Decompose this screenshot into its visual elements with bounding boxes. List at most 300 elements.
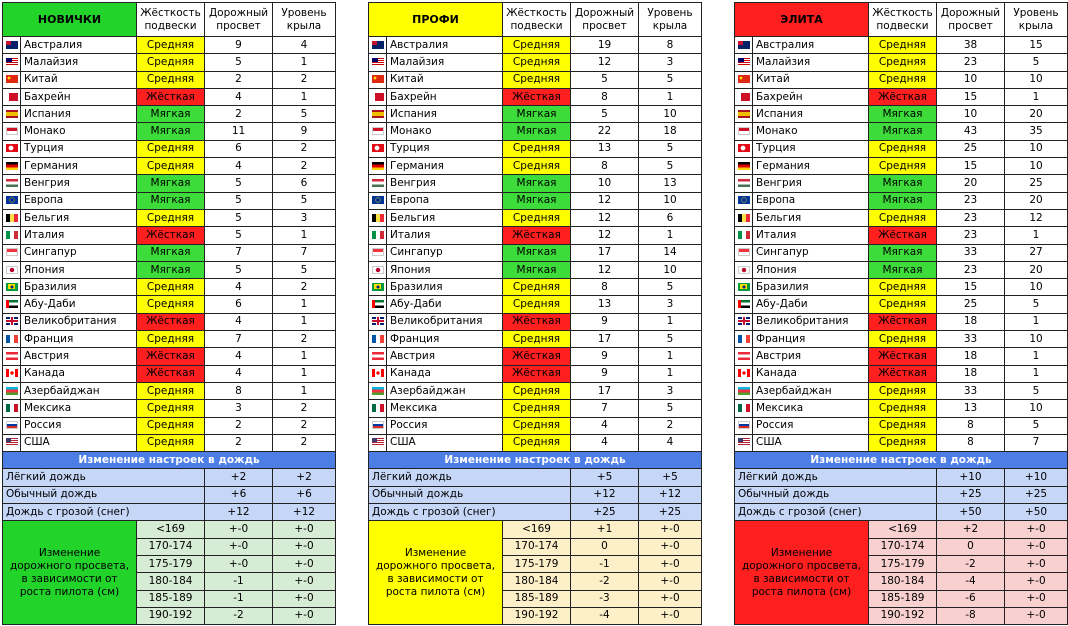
clearance-cell: 7 — [571, 400, 639, 417]
wing-cell: 10 — [639, 261, 702, 278]
stiffness-cell: Средняя — [137, 296, 205, 313]
ca-flag-icon — [6, 369, 18, 377]
height-clearance: -4 — [571, 607, 639, 624]
mc-flag-icon — [6, 127, 18, 135]
flag-cell — [735, 417, 753, 434]
es-flag-icon — [6, 110, 18, 118]
rain-clearance: +5 — [571, 469, 639, 486]
stiffness-cell: Жёсткая — [869, 88, 937, 105]
country-name: Испания — [387, 106, 503, 123]
flag-cell — [369, 348, 387, 365]
stiffness-cell: Средняя — [869, 434, 937, 451]
clearance-header: Дорожный просвет — [937, 3, 1005, 37]
country-name: Европа — [387, 192, 503, 209]
clearance-cell: 8 — [205, 382, 273, 399]
wing-cell: 2 — [273, 71, 336, 88]
table-row — [3, 417, 336, 434]
stiffness-cell: Мягкая — [869, 106, 937, 123]
clearance-cell: 18 — [937, 313, 1005, 330]
height-range: 170-174 — [869, 538, 937, 555]
clearance-cell: 12 — [571, 54, 639, 71]
stiffness-cell: Средняя — [503, 279, 571, 296]
wing-cell: 2 — [639, 417, 702, 434]
height-wing: +-0 — [639, 538, 702, 555]
mx-flag-icon — [6, 404, 18, 412]
rain-row — [3, 469, 336, 486]
clearance-cell: 6 — [205, 296, 273, 313]
wing-cell: 5 — [1005, 382, 1068, 399]
table-row — [735, 192, 1068, 209]
table-row — [369, 279, 702, 296]
clearance-header: Дорожный просвет — [205, 3, 273, 37]
wing-cell: 27 — [1005, 244, 1068, 261]
stiffness-cell: Мягкая — [869, 244, 937, 261]
height-clearance: +2 — [937, 521, 1005, 538]
country-name: Абу-Даби — [21, 296, 137, 313]
country-name: Россия — [21, 417, 137, 434]
country-name: Бразилия — [387, 279, 503, 296]
stiffness-cell: Жёсткая — [503, 227, 571, 244]
wing-cell: 9 — [273, 123, 336, 140]
ae-flag-icon — [372, 300, 384, 308]
country-name: Великобритания — [21, 313, 137, 330]
country-name: Бразилия — [753, 279, 869, 296]
stiffness-cell: Жёсткая — [869, 313, 937, 330]
clearance-cell: 7 — [205, 331, 273, 348]
au-flag-icon — [738, 41, 750, 49]
stiffness-cell: Средняя — [869, 279, 937, 296]
stiffness-cell: Мягкая — [503, 175, 571, 192]
table-row — [3, 192, 336, 209]
clearance-cell: 18 — [937, 365, 1005, 382]
clearance-cell: 8 — [571, 279, 639, 296]
country-name: Великобритания — [753, 313, 869, 330]
rain-clearance: +2 — [205, 469, 273, 486]
table-row — [3, 244, 336, 261]
country-name: Монако — [387, 123, 503, 140]
height-wing: +-0 — [1005, 590, 1068, 607]
wing-header: Уровень крыла — [273, 3, 336, 37]
clearance-cell: 17 — [571, 382, 639, 399]
country-name: Азербайджан — [21, 382, 137, 399]
cn-flag-icon — [738, 75, 750, 83]
clearance-cell: 9 — [571, 313, 639, 330]
flag-cell — [735, 279, 753, 296]
at-flag-icon — [6, 352, 18, 360]
es-flag-icon — [372, 110, 384, 118]
wing-cell: 5 — [639, 279, 702, 296]
flag-cell — [369, 106, 387, 123]
flag-cell — [3, 88, 21, 105]
clearance-cell: 12 — [571, 227, 639, 244]
table-row — [3, 209, 336, 226]
jp-flag-icon — [738, 266, 750, 274]
table-row — [369, 37, 702, 54]
stiffness-cell: Средняя — [137, 382, 205, 399]
rain-label: Лёгкий дождь — [369, 469, 571, 486]
table-row — [735, 400, 1068, 417]
rain-row — [369, 486, 702, 503]
wing-cell: 6 — [639, 209, 702, 226]
clearance-cell: 19 — [571, 37, 639, 54]
height-wing: +-0 — [1005, 573, 1068, 590]
country-name: Австралия — [387, 37, 503, 54]
clearance-cell: 8 — [937, 434, 1005, 451]
stiffness-cell: Средняя — [503, 158, 571, 175]
country-name: Сингапур — [387, 244, 503, 261]
clearance-cell: 12 — [571, 209, 639, 226]
wing-cell: 10 — [639, 192, 702, 209]
stiffness-cell: Средняя — [503, 296, 571, 313]
stiffness-cell: Средняя — [137, 37, 205, 54]
rain-clearance: +12 — [571, 486, 639, 503]
table-row — [369, 71, 702, 88]
wing-cell: 2 — [273, 417, 336, 434]
flag-cell — [735, 227, 753, 244]
stiffness-cell: Мягкая — [137, 244, 205, 261]
wing-cell: 1 — [1005, 313, 1068, 330]
clearance-cell: 22 — [571, 123, 639, 140]
stiffness-cell: Средняя — [137, 279, 205, 296]
flag-cell — [735, 37, 753, 54]
tr-flag-icon — [738, 144, 750, 152]
mc-flag-icon — [372, 127, 384, 135]
rain-row — [735, 469, 1068, 486]
wing-cell: 2 — [273, 158, 336, 175]
flag-cell — [369, 261, 387, 278]
country-name: Китай — [753, 71, 869, 88]
us-flag-icon — [372, 438, 384, 446]
rain-wing: +6 — [273, 486, 336, 503]
rain-row — [3, 486, 336, 503]
flag-cell — [3, 296, 21, 313]
flag-cell — [735, 365, 753, 382]
stiffness-cell: Средняя — [503, 400, 571, 417]
flag-cell — [735, 348, 753, 365]
height-clearance: -1 — [205, 590, 273, 607]
stiffness-cell: Мягкая — [137, 192, 205, 209]
flag-cell — [735, 71, 753, 88]
table-row — [735, 434, 1068, 451]
wing-cell: 35 — [1005, 123, 1068, 140]
table-row — [3, 279, 336, 296]
height-wing: +-0 — [1005, 607, 1068, 624]
stiffness-header: Жёсткость подвески — [137, 3, 205, 37]
flag-cell — [735, 382, 753, 399]
stiffness-cell: Средняя — [137, 158, 205, 175]
country-name: Франция — [21, 331, 137, 348]
wing-cell: 10 — [639, 106, 702, 123]
cn-flag-icon — [6, 75, 18, 83]
table-row — [3, 382, 336, 399]
flag-cell — [735, 296, 753, 313]
flag-cell — [735, 140, 753, 157]
ru-flag-icon — [372, 421, 384, 429]
table-row — [735, 37, 1068, 54]
wing-cell: 2 — [273, 400, 336, 417]
flag-cell — [369, 279, 387, 296]
height-clearance: -2 — [205, 607, 273, 624]
rain-header-row — [735, 452, 1068, 469]
wing-cell: 1 — [273, 54, 336, 71]
wing-cell: 3 — [639, 296, 702, 313]
height-range: 170-174 — [137, 538, 205, 555]
height-range: <169 — [503, 521, 571, 538]
eu-flag-icon — [6, 196, 18, 204]
height-label: Изменение дорожного просвета, в зависимости от роста пилота (см) — [735, 521, 869, 625]
flag-cell — [3, 175, 21, 192]
stiffness-cell: Мягкая — [869, 123, 937, 140]
wing-cell: 1 — [1005, 88, 1068, 105]
clearance-cell: 3 — [205, 400, 273, 417]
stiffness-cell: Средняя — [137, 71, 205, 88]
flag-cell — [369, 54, 387, 71]
stiffness-cell: Средняя — [869, 417, 937, 434]
wing-cell: 1 — [273, 313, 336, 330]
stiffness-cell: Жёсткая — [869, 365, 937, 382]
clearance-cell: 4 — [205, 365, 273, 382]
height-range: 190-192 — [869, 607, 937, 624]
flag-cell — [3, 331, 21, 348]
es-flag-icon — [738, 110, 750, 118]
jp-flag-icon — [6, 266, 18, 274]
clearance-cell: 23 — [937, 261, 1005, 278]
wing-cell: 1 — [273, 348, 336, 365]
table-row — [3, 227, 336, 244]
country-name: Япония — [753, 261, 869, 278]
de-flag-icon — [6, 162, 18, 170]
stiffness-cell: Средняя — [137, 140, 205, 157]
wing-cell: 15 — [1005, 37, 1068, 54]
table-row — [3, 348, 336, 365]
stiffness-cell: Средняя — [137, 434, 205, 451]
table-row — [3, 175, 336, 192]
wing-cell: 1 — [273, 227, 336, 244]
stiffness-cell: Средняя — [869, 71, 937, 88]
country-name: Мексика — [387, 400, 503, 417]
clearance-cell: 8 — [571, 88, 639, 105]
flag-cell — [3, 209, 21, 226]
height-clearance: -1 — [205, 573, 273, 590]
ae-flag-icon — [738, 300, 750, 308]
country-name: Венгрия — [21, 175, 137, 192]
wing-cell: 3 — [639, 382, 702, 399]
wing-cell: 8 — [639, 37, 702, 54]
wing-cell: 5 — [639, 331, 702, 348]
wing-cell: 12 — [1005, 209, 1068, 226]
stiffness-cell: Средняя — [503, 434, 571, 451]
wing-cell: 5 — [273, 261, 336, 278]
ca-flag-icon — [372, 369, 384, 377]
my-flag-icon — [738, 58, 750, 66]
flag-cell — [369, 417, 387, 434]
table-row — [369, 209, 702, 226]
eu-flag-icon — [372, 196, 384, 204]
stiffness-cell: Средняя — [137, 209, 205, 226]
flag-cell — [369, 71, 387, 88]
flag-cell — [369, 244, 387, 261]
wing-cell: 5 — [639, 71, 702, 88]
wing-cell: 1 — [1005, 365, 1068, 382]
wing-cell: 10 — [1005, 331, 1068, 348]
br-flag-icon — [372, 283, 384, 291]
flag-cell — [3, 37, 21, 54]
stiffness-cell: Средняя — [503, 140, 571, 157]
rain-label: Дождь с грозой (снег) — [3, 504, 205, 521]
country-name: Канада — [21, 365, 137, 382]
flag-cell — [369, 227, 387, 244]
br-flag-icon — [6, 283, 18, 291]
stiffness-cell: Жёсткая — [503, 313, 571, 330]
clearance-cell: 17 — [571, 244, 639, 261]
gb-flag-icon — [6, 317, 18, 325]
clearance-cell: 33 — [937, 382, 1005, 399]
country-name: Великобритания — [387, 313, 503, 330]
hu-flag-icon — [372, 179, 384, 187]
country-name: Сингапур — [21, 244, 137, 261]
flag-cell — [735, 192, 753, 209]
table-row — [735, 140, 1068, 157]
clearance-cell: 9 — [571, 365, 639, 382]
wing-cell: 3 — [639, 54, 702, 71]
table-row — [735, 261, 1068, 278]
stiffness-cell: Жёсткая — [137, 227, 205, 244]
stiffness-cell: Средняя — [137, 417, 205, 434]
au-flag-icon — [6, 41, 18, 49]
rain-row — [3, 504, 336, 521]
level-title: ЭЛИТА — [735, 3, 869, 37]
table-row — [735, 106, 1068, 123]
ru-flag-icon — [738, 421, 750, 429]
country-name: Канада — [753, 365, 869, 382]
height-clearance: +-0 — [205, 521, 273, 538]
flag-cell — [735, 261, 753, 278]
stiffness-cell: Средняя — [503, 382, 571, 399]
table-row — [3, 331, 336, 348]
stiffness-cell: Жёсткая — [137, 313, 205, 330]
wing-cell: 5 — [639, 158, 702, 175]
height-wing: +-0 — [273, 607, 336, 624]
height-label: Изменение дорожного просвета, в зависимости от роста пилота (см) — [369, 521, 503, 625]
height-label: Изменение дорожного просвета, в зависимости от роста пилота (см) — [3, 521, 137, 625]
height-wing: +-0 — [639, 607, 702, 624]
clearance-cell: 23 — [937, 209, 1005, 226]
ca-flag-icon — [738, 369, 750, 377]
az-flag-icon — [372, 387, 384, 395]
wing-cell: 14 — [639, 244, 702, 261]
stiffness-cell: Средняя — [869, 140, 937, 157]
my-flag-icon — [6, 58, 18, 66]
country-name: Германия — [753, 158, 869, 175]
clearance-cell: 13 — [937, 400, 1005, 417]
table-row — [3, 71, 336, 88]
table-row — [3, 140, 336, 157]
be-flag-icon — [372, 214, 384, 222]
height-wing: +-0 — [639, 590, 702, 607]
hu-flag-icon — [738, 179, 750, 187]
level-title: ПРОФИ — [369, 3, 503, 37]
clearance-cell: 5 — [205, 209, 273, 226]
wing-cell: 13 — [639, 175, 702, 192]
level-title: НОВИЧКИ — [3, 3, 137, 37]
country-name: Мексика — [21, 400, 137, 417]
rain-clearance: +50 — [937, 504, 1005, 521]
flag-cell — [369, 158, 387, 175]
clearance-cell: 4 — [571, 434, 639, 451]
clearance-cell: 4 — [205, 313, 273, 330]
rain-wing: +50 — [1005, 504, 1068, 521]
table-row — [3, 37, 336, 54]
flag-cell — [3, 400, 21, 417]
table-row — [3, 261, 336, 278]
table-row — [369, 331, 702, 348]
wing-cell: 1 — [273, 296, 336, 313]
table-row — [735, 227, 1068, 244]
wing-header: Уровень крыла — [1005, 3, 1068, 37]
flag-cell — [369, 382, 387, 399]
table-row — [369, 88, 702, 105]
wing-cell: 5 — [639, 140, 702, 157]
table-row — [735, 365, 1068, 382]
rain-header-row — [369, 452, 702, 469]
rain-wing: +12 — [639, 486, 702, 503]
rain-wing: +12 — [273, 504, 336, 521]
country-name: Европа — [753, 192, 869, 209]
country-name: Турция — [387, 140, 503, 157]
stiffness-cell: Средняя — [503, 331, 571, 348]
clearance-cell: 5 — [571, 106, 639, 123]
flag-cell — [369, 331, 387, 348]
flag-cell — [369, 192, 387, 209]
table-row — [369, 417, 702, 434]
country-name: Бельгия — [387, 209, 503, 226]
flag-cell — [735, 158, 753, 175]
mx-flag-icon — [738, 404, 750, 412]
table-row — [369, 227, 702, 244]
flag-cell — [369, 123, 387, 140]
height-range: <169 — [137, 521, 205, 538]
table-row — [369, 400, 702, 417]
stiffness-cell: Мягкая — [137, 175, 205, 192]
eu-flag-icon — [738, 196, 750, 204]
flag-cell — [735, 244, 753, 261]
height-wing: +-0 — [1005, 555, 1068, 572]
it-flag-icon — [372, 231, 384, 239]
flag-cell — [3, 261, 21, 278]
height-wing: +-0 — [639, 573, 702, 590]
flag-cell — [369, 175, 387, 192]
rain-wing: +2 — [273, 469, 336, 486]
table-row — [3, 365, 336, 382]
tr-flag-icon — [372, 144, 384, 152]
settings-table — [368, 2, 702, 625]
table-row — [735, 417, 1068, 434]
height-row — [735, 521, 1068, 538]
height-range: 170-174 — [503, 538, 571, 555]
clearance-cell: 2 — [205, 417, 273, 434]
stiffness-cell: Мягкая — [503, 261, 571, 278]
wing-cell: 3 — [273, 209, 336, 226]
table-row — [735, 279, 1068, 296]
table-row — [3, 313, 336, 330]
be-flag-icon — [6, 214, 18, 222]
clearance-cell: 2 — [205, 106, 273, 123]
table-row — [369, 106, 702, 123]
ae-flag-icon — [6, 300, 18, 308]
rain-label: Обычный дождь — [369, 486, 571, 503]
table-row — [369, 244, 702, 261]
wing-cell: 1 — [639, 365, 702, 382]
